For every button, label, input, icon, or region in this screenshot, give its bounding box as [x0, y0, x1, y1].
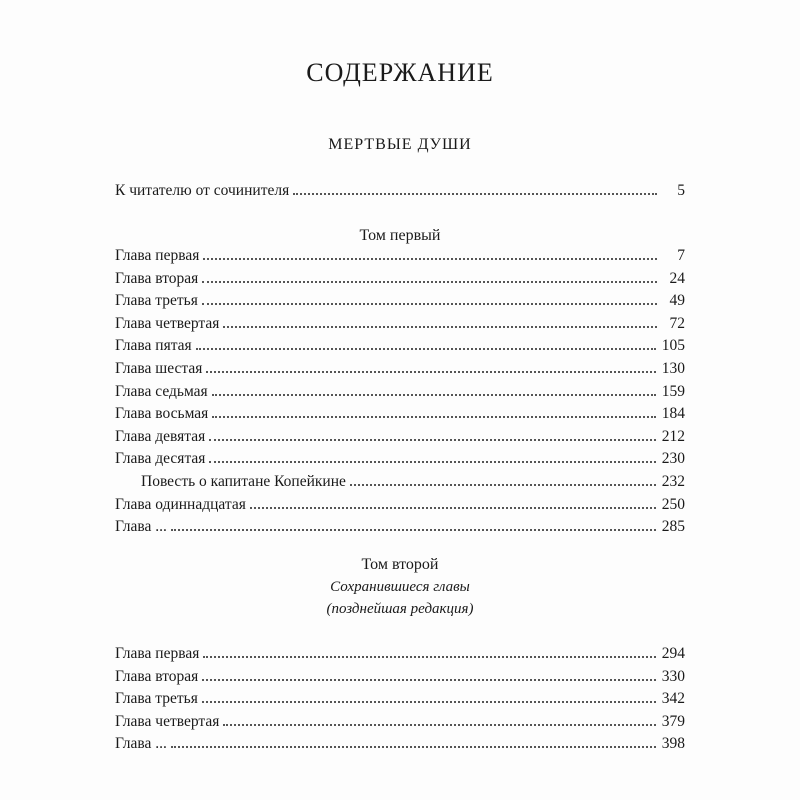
toc-entry-label: Глава первая	[115, 645, 200, 662]
toc-entry-page: 294	[661, 645, 685, 662]
dot-leader	[171, 746, 656, 748]
toc-entry[interactable]	[115, 666, 685, 689]
book-title: МЕРТВЫЕ ДУШИ	[328, 136, 472, 153]
dot-leader	[223, 326, 657, 328]
dot-leader	[171, 529, 656, 531]
toc-entry-page: 184	[661, 405, 685, 423]
toc-entry-page: 72	[669, 314, 685, 332]
toc-entry-page: 212	[661, 427, 685, 445]
toc-intro	[115, 180, 685, 203]
toc-entry-page: 330	[661, 667, 685, 685]
toc-entry[interactable]	[115, 471, 685, 494]
dot-leader	[209, 439, 655, 441]
volume-two-edition-note: (позднейшая редакция)	[326, 601, 474, 617]
volume-two-note: Сохранившиеся главы	[330, 579, 470, 595]
toc-entry-label: Глава девятая	[115, 427, 206, 445]
toc-entry-label: Глава пятая	[115, 337, 192, 355]
dot-leader	[202, 303, 657, 305]
dot-leader	[203, 258, 657, 260]
toc-entry[interactable]	[115, 180, 685, 203]
toc-entry-page: 7	[677, 247, 685, 264]
toc-entry-page: 250	[661, 495, 685, 513]
toc-entry-page: 105	[661, 337, 685, 355]
dot-leader	[223, 724, 655, 726]
toc-entry-page: 5	[677, 182, 685, 199]
toc-entry-label: Глава вторая	[115, 269, 199, 287]
toc-entry[interactable]	[115, 381, 685, 404]
toc-entry[interactable]	[115, 290, 685, 313]
toc-entry[interactable]	[115, 313, 685, 336]
toc-entry[interactable]	[115, 335, 685, 358]
toc-entry-label: Глава вторая	[115, 667, 199, 685]
toc-entry-page: 285	[661, 518, 685, 536]
toc-entry-label: Глава восьмая	[115, 405, 209, 423]
volume-one-heading: Том первый	[359, 227, 441, 244]
toc-entry-page: 159	[661, 382, 685, 400]
toc-entry-label: Глава ...	[115, 735, 167, 753]
dot-leader	[202, 281, 657, 283]
toc-entry-label: Глава десятая	[115, 450, 206, 468]
dot-leader	[250, 507, 656, 509]
toc-entry[interactable]	[115, 516, 685, 539]
toc-entry[interactable]	[115, 688, 685, 711]
toc-entry-page: 379	[661, 712, 685, 730]
toc-entry[interactable]	[115, 426, 685, 449]
toc-entry-page: 24	[669, 269, 685, 287]
dot-leader	[293, 193, 657, 195]
toc-entry-page: 230	[661, 450, 685, 468]
toc-entry-page: 49	[669, 292, 685, 310]
toc-entry-label: Глава третья	[115, 292, 198, 310]
toc-entry-label: Глава одиннадцатая	[115, 495, 246, 513]
page-title: СОДЕРЖАНИЕ	[306, 58, 494, 87]
toc-entry[interactable]	[115, 643, 685, 666]
dot-leader	[196, 348, 656, 350]
toc-entry[interactable]	[115, 494, 685, 517]
toc-entry-label: Глава первая	[115, 247, 200, 264]
dot-leader	[206, 371, 655, 373]
dot-leader	[203, 656, 655, 658]
dot-leader	[202, 701, 656, 703]
toc-entry-page: 398	[661, 735, 685, 753]
toc-entry-page: 130	[661, 359, 685, 377]
toc-entry[interactable]	[115, 733, 685, 756]
toc-entry-page: 342	[661, 690, 685, 708]
toc-entry-label: Повесть о капитане Копейкине	[141, 472, 346, 490]
dot-leader	[212, 394, 656, 396]
toc-entry-page: 232	[661, 472, 685, 490]
toc-entry[interactable]	[115, 268, 685, 291]
toc-entry-label: Глава третья	[115, 690, 198, 708]
dot-leader	[212, 416, 655, 418]
toc-entry-label: Глава шестая	[115, 359, 203, 377]
toc-entry-label: Глава четвертая	[115, 314, 220, 332]
dot-leader	[209, 461, 655, 463]
dot-leader	[350, 484, 656, 486]
dot-leader	[202, 679, 655, 681]
toc-entry[interactable]	[115, 448, 685, 471]
toc-entry-label: К читателю от сочинителя	[115, 182, 290, 199]
toc-entry-label: Глава седьмая	[115, 382, 208, 400]
toc-volume-two	[115, 643, 685, 756]
toc-entry-label: Глава ...	[115, 518, 167, 536]
toc-entry[interactable]	[115, 403, 685, 426]
toc-volume-one	[115, 245, 685, 539]
toc-entry[interactable]	[115, 358, 685, 381]
toc-entry-label: Глава четвертая	[115, 712, 220, 730]
volume-two-heading: Том второй	[361, 556, 439, 573]
toc-entry[interactable]	[115, 245, 685, 268]
toc-entry[interactable]	[115, 711, 685, 734]
